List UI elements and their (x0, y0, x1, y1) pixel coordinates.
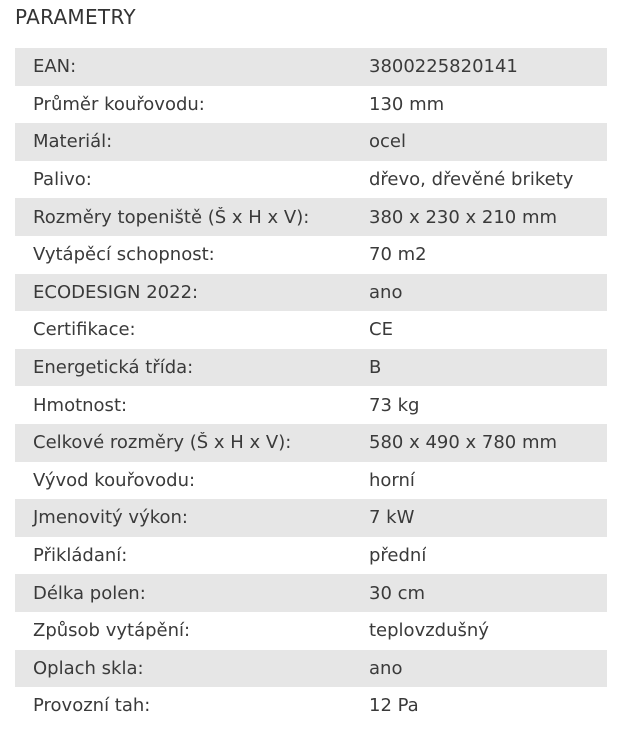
param-label: Oplach skla: (33, 657, 144, 679)
param-value: 380 x 230 x 210 mm (369, 206, 558, 228)
param-label: Energetická třída: (33, 357, 194, 379)
param-value: 580 x 490 x 780 mm (369, 432, 558, 454)
param-row (15, 86, 607, 124)
param-value: teplovzdušný (369, 620, 489, 642)
param-row (15, 424, 607, 462)
param-value: horní (369, 469, 415, 491)
param-row (15, 274, 607, 312)
param-row (15, 123, 607, 161)
param-label: Rozměry topeniště (Š x H x V): (33, 206, 310, 228)
param-row (15, 386, 607, 424)
param-label: Způsob vytápění: (33, 620, 191, 642)
section-title: PARAMETRY (15, 5, 136, 29)
param-row (15, 161, 607, 199)
param-label: Průměr kouřovodu: (33, 93, 205, 115)
param-row (15, 612, 607, 650)
param-row (15, 236, 607, 274)
param-row (15, 462, 607, 500)
param-value: ano (369, 281, 403, 303)
param-value: přední (369, 545, 427, 567)
param-row (15, 198, 607, 236)
param-label: Provozní tah: (33, 695, 151, 717)
param-row (15, 574, 607, 612)
param-label: ECODESIGN 2022: (33, 281, 199, 303)
param-label: Jmenovitý výkon: (33, 507, 188, 529)
param-label: Palivo: (33, 169, 92, 191)
param-row (15, 311, 607, 349)
param-row (15, 650, 607, 688)
param-value: ano (369, 657, 403, 679)
param-label: Délka polen: (33, 582, 146, 604)
param-row (15, 687, 607, 725)
param-value: B (369, 357, 382, 379)
param-label: Celkové rozměry (Š x H x V): (33, 432, 292, 454)
param-value: dřevo, dřevěné brikety (369, 169, 574, 191)
param-label: Materiál: (33, 131, 113, 153)
param-value: 7 kW (369, 507, 415, 529)
param-value: CE (369, 319, 393, 341)
param-row (15, 48, 607, 86)
param-label: Certifikace: (33, 319, 136, 341)
param-row (15, 499, 607, 537)
param-value: 30 cm (369, 582, 426, 604)
param-label: Hmotnost: (33, 394, 128, 416)
param-value: 3800225820141 (369, 56, 518, 78)
param-value: 130 mm (369, 93, 445, 115)
parameters-table (15, 48, 607, 725)
param-value: 70 m2 (369, 244, 427, 266)
param-row (15, 349, 607, 387)
param-label: Přikládaní: (33, 545, 128, 567)
param-value: 12 Pa (369, 695, 419, 717)
param-row (15, 537, 607, 575)
param-label: Vytápěcí schopnost: (33, 244, 215, 266)
param-value: ocel (369, 131, 406, 153)
param-label: Vývod kouřovodu: (33, 469, 196, 491)
param-label: EAN: (33, 56, 77, 78)
param-value: 73 kg (369, 394, 420, 416)
